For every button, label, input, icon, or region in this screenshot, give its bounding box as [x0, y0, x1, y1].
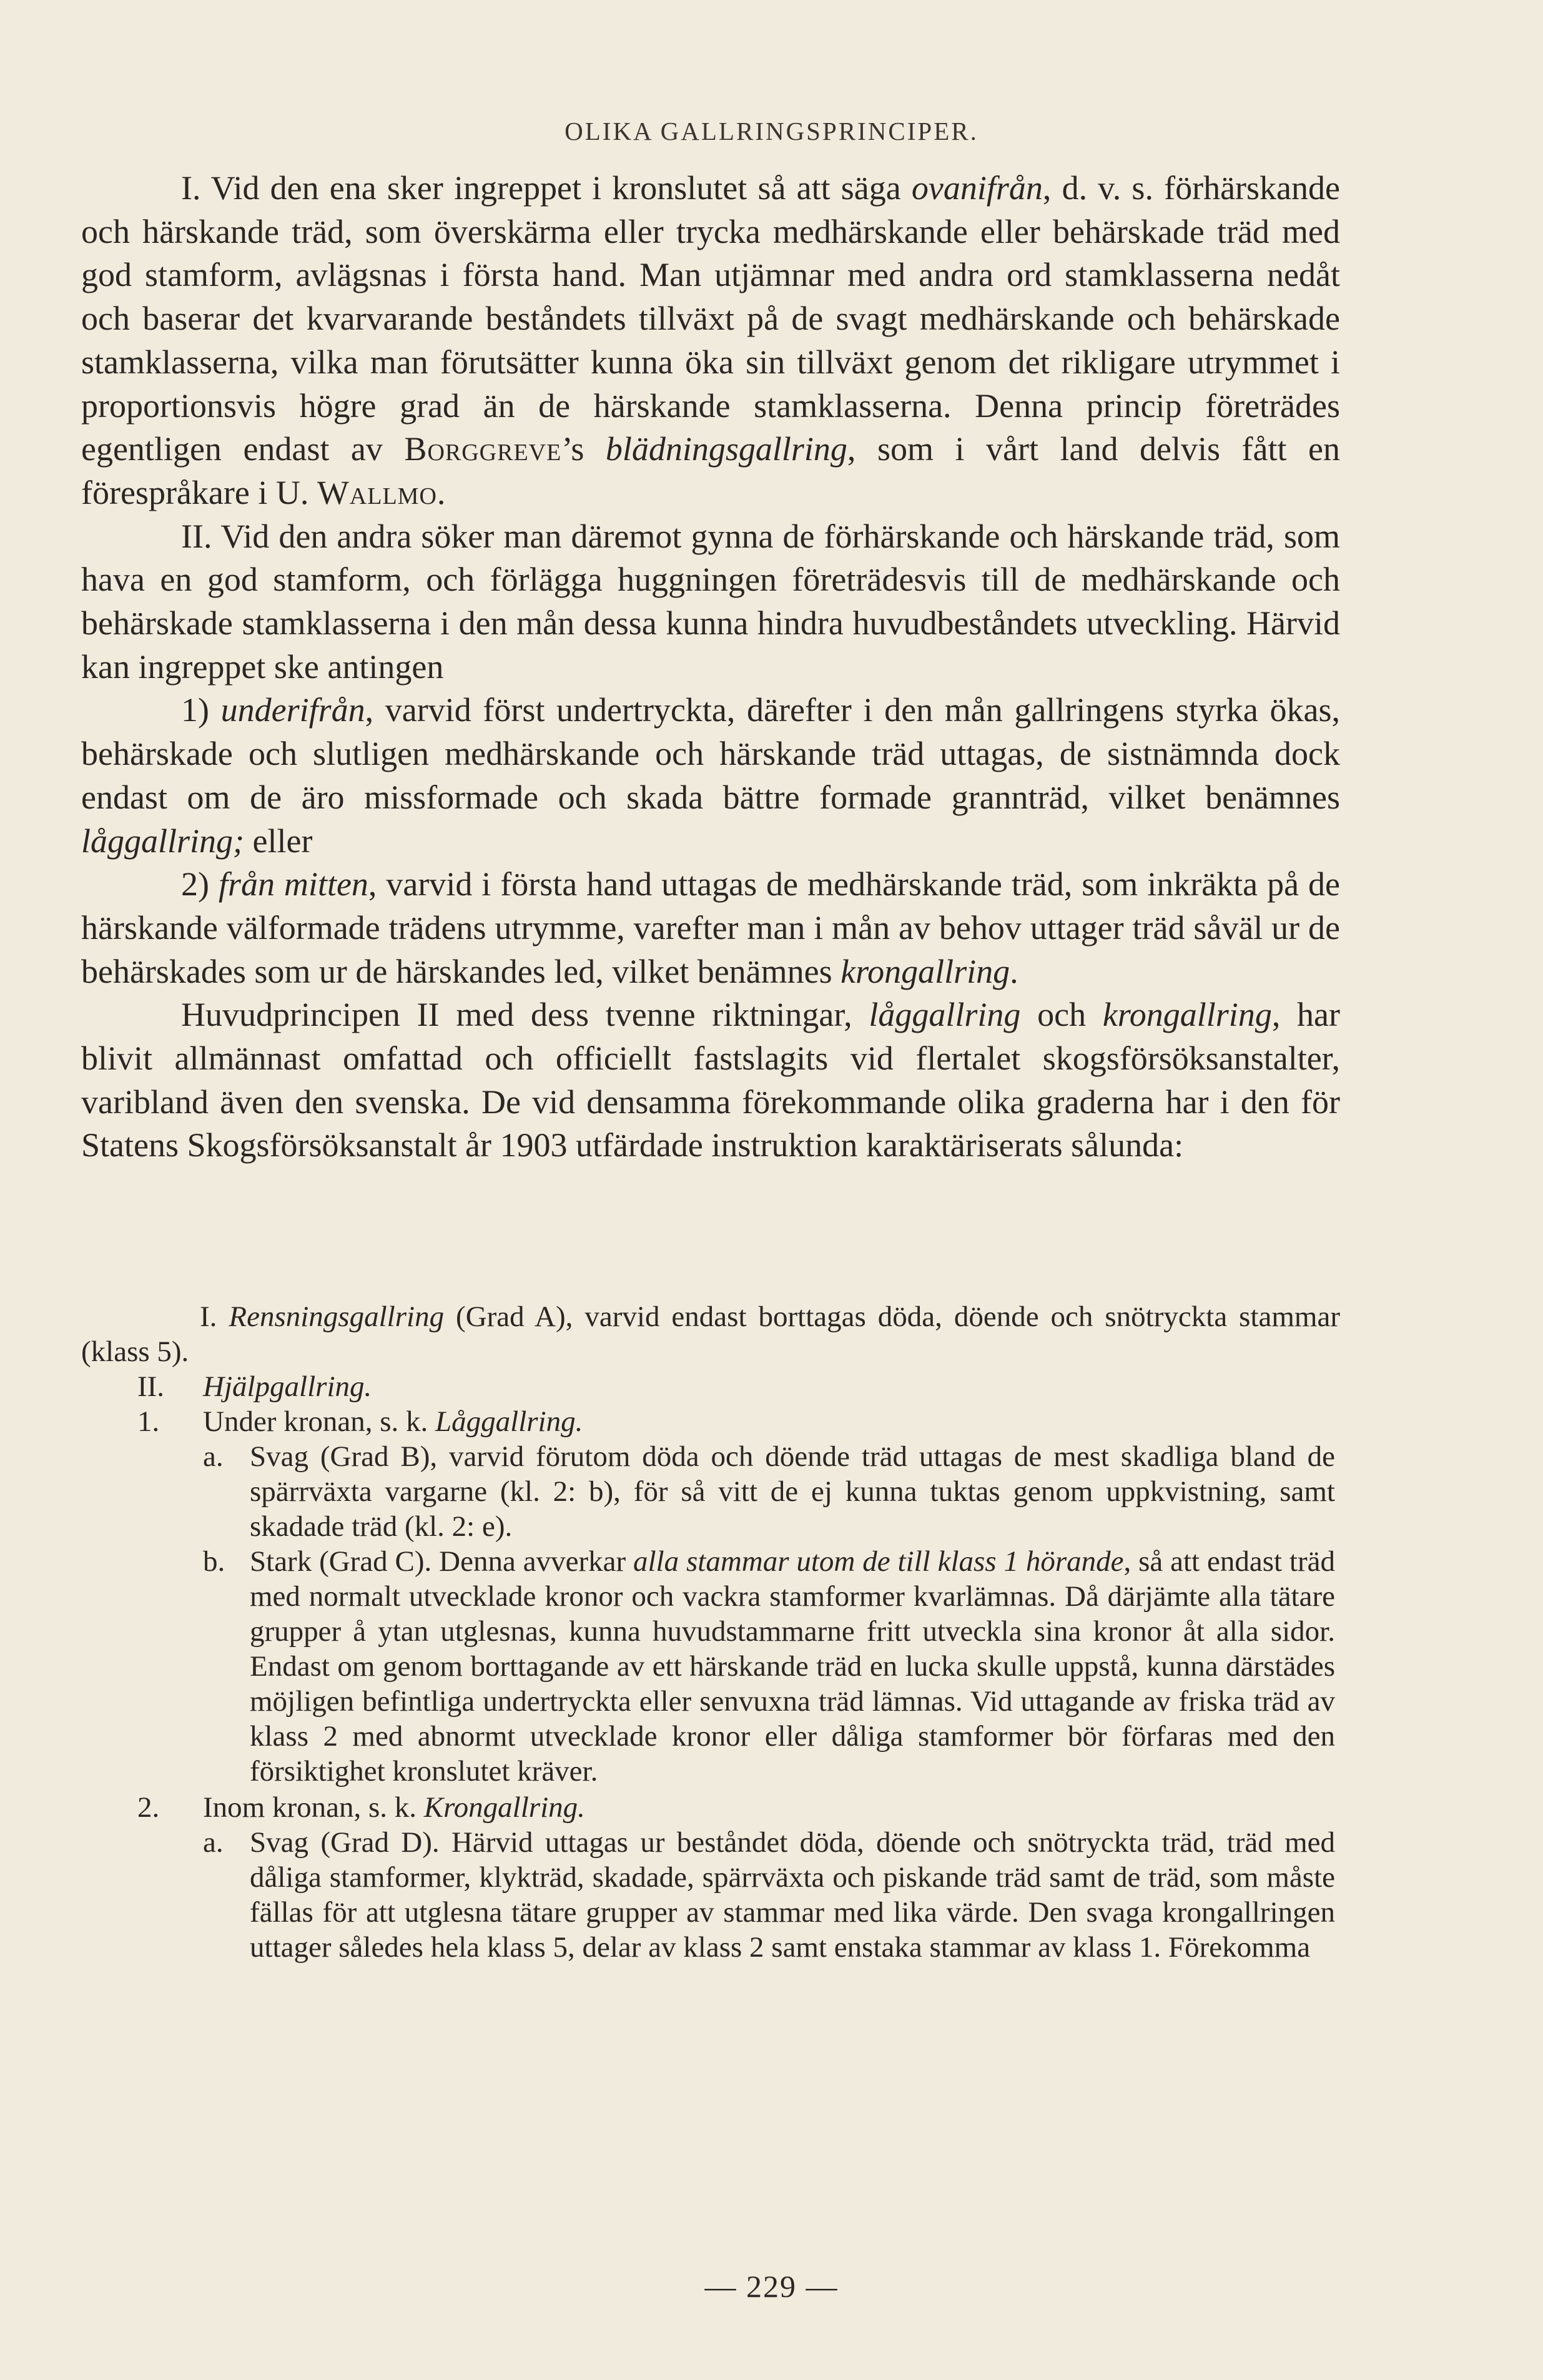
- list-item-svag-grad-d: [81, 1825, 1340, 1965]
- item-letter: a.: [203, 1826, 224, 1859]
- text-run: , d. v. s. förhärskande och härskande träd, som överskärma eller trycka medhärskande eller behärskade träd med god stamform, avlägsnas i första hand. Man utjämnar med andra ord stamklasserna nedåt och baserar det kvarvarande beståndets tillväxt på de svagt medhärskande och behärskade stamklasserna, vilka man förutsätter kunna öka sin tillväxt genom det rikligare utrymmet i proportionsvis högre grad än de härskande stamklasserna. Denna princip företrädes egentligen endast av: [81, 169, 1340, 468]
- item-number: 2.: [137, 1791, 160, 1824]
- term-ovanifran: ovanifrån: [911, 169, 1043, 207]
- paragraph-principle-one: [81, 167, 1340, 515]
- term-hjalpgallring: Hjälpgallring.: [203, 1370, 372, 1403]
- paragraph-fran-mitten: [81, 863, 1340, 993]
- item-letter: b.: [203, 1545, 225, 1578]
- text-run: , så att endast träd med normalt utvecklade kronor och vackra stamformer kvarlämnas. Då därjämte alla tätare grupper å ytan utglesnas, kunna huvudstammarne fritt utveckla sina kronor åt alla sidor. Endast om genom borttagande av ett härskande träd en lucka skulle uppstå, kunna därstädes möjligen befintliga undertryckta eller senvuxna träd lämnas. Vid uttagande av friska träd av klass 2 med abnormt utvecklade kronor eller dåliga stamformer bör förfaras med den försiktighet kronslutet kräver.: [250, 1545, 1335, 1787]
- main-text: [81, 167, 1340, 1168]
- list-item-hjalpgallring: [81, 1369, 1340, 1404]
- text-run: .: [1010, 952, 1018, 990]
- text-run: , som i vårt land delvis fått en förespråkare i U.: [81, 430, 1340, 511]
- text-run: , har blivit allmännast omfattad och officiellt fastslagits vid flertalet skogsförsöksanstalter, varibland även den svenska. De vid densamma förekommande olika graderna har i den för Statens Skogsförsöksanstalt år 1903 utfärdade instruktion karaktäriserats sålunda:: [81, 996, 1340, 1164]
- item-number: 1.: [137, 1405, 160, 1438]
- text-run: Inom kronan, s. k.: [203, 1791, 424, 1824]
- paragraph-huvudprincipen: [81, 993, 1340, 1168]
- list-item-svag-grad-b: [81, 1439, 1340, 1544]
- text-run: och: [1020, 996, 1103, 1034]
- item-content: Svag (Grad B), varvid förutom döda och döende träd uttagas de mest skadliga bland de spärrväxta vargarne (kl. 2: b), för så vitt de ej kunna tuktas genom uppkvistning, samt skadade träd (kl. 2: e).: [250, 1440, 1335, 1543]
- list-item-stark-grad-c: [81, 1544, 1340, 1789]
- term-laggallring: låggallring;: [81, 822, 245, 860]
- text-run: eller: [244, 822, 313, 860]
- text-run: I. Vid den ena sker ingreppet i kronslutet så att säga: [181, 169, 912, 207]
- paragraph-underifran: [81, 689, 1340, 863]
- item-number: II.: [137, 1370, 165, 1403]
- item-content: [203, 1369, 1340, 1404]
- page-number: — 229 —: [704, 2269, 839, 2304]
- running-header: OLIKA GALLRINGSPRINCIPER.: [564, 117, 979, 145]
- instruction-list: [81, 1299, 1340, 1965]
- text-run: (Grad A), varvid endast borttagas döda, döende och snötryckta stammar (klass 5).: [81, 1301, 1340, 1368]
- item-content: [203, 1790, 1340, 1825]
- author-name-wallmo: Wallmo: [317, 473, 437, 511]
- text-run: , varvid först undertryckta, därefter i den mån gallringens styrka ökas, behärskade och slutligen medhärskande och härskande träd uttagas, de sistnämnda dock endast om de äro missformade och skada bättre formade grannträd, vilket benämnes: [81, 691, 1341, 816]
- list-item-under-kronan: [81, 1404, 1340, 1439]
- author-name-borggreve: Borggreve: [404, 430, 562, 468]
- term-laggallring: Låggallring.: [435, 1405, 583, 1438]
- text-run: .: [436, 473, 446, 511]
- text-run: Stark (Grad C). Denna avverkar: [250, 1545, 633, 1578]
- item-number: I.: [200, 1301, 229, 1333]
- item-number: 2): [181, 865, 219, 903]
- term-krongallring: krongallring: [841, 952, 1010, 990]
- list-item-inom-kronan: [81, 1790, 1340, 1825]
- paragraph-principle-two: II. Vid den andra söker man däremot gynna de förhärskande och härskande träd, som hava en god stamform, och förlägga huggningen företrädesvis till de medhärskande och behärskade stamklasserna i den mån dessa kunna hindra huvudbeståndets utveckling. Härvid kan ingreppet ske antingen: [81, 517, 1340, 686]
- item-content: [250, 1544, 1340, 1789]
- text-run: , varvid i första hand uttagas de medhärskande träd, som inkräkta på de härskande välformade trädens utrymme, varefter man i mån av behov uttager träd såväl ur de behärskades som ur de härskandes led, vilket benämnes: [81, 865, 1341, 990]
- item-content: Svag (Grad D). Härvid uttagas ur beståndet döda, döende och snötryckta träd, träd med dåliga stamformer, klykträd, skadade, spärrväxta och piskande träd samt de träd, som måste fällas för att utglesna tätare grupper av stammar med lika värde. Den svaga krongallringen uttager således hela klass 5, delar av klass 2 samt enstaka stammar av klass 1. Förekomma: [250, 1826, 1335, 1964]
- text-run: Huvudprincipen II med dess tvenne riktningar,: [181, 996, 869, 1034]
- term-fran-mitten: från mitten: [218, 865, 368, 903]
- item-content: [203, 1404, 1340, 1439]
- term-krongallring: Krongallring.: [423, 1791, 585, 1824]
- term-underifran: underifrån: [220, 691, 365, 729]
- term-laggallring: låggallring: [869, 996, 1021, 1034]
- item-number: 1): [181, 691, 221, 729]
- term-rensningsgallring: Rensningsgallring: [229, 1301, 445, 1333]
- text-run: Under kronan, s. k.: [203, 1405, 436, 1438]
- term-bladningsgallring: blädningsgallring: [605, 430, 847, 468]
- list-item-rensningsgallring: [81, 1299, 1340, 1369]
- term-krongallring: krongallring: [1102, 996, 1272, 1034]
- text-run: ’s: [561, 430, 606, 468]
- item-letter: a.: [203, 1440, 224, 1473]
- term-alla-stammar: alla stammar utom de till klass 1 hörande: [633, 1545, 1124, 1578]
